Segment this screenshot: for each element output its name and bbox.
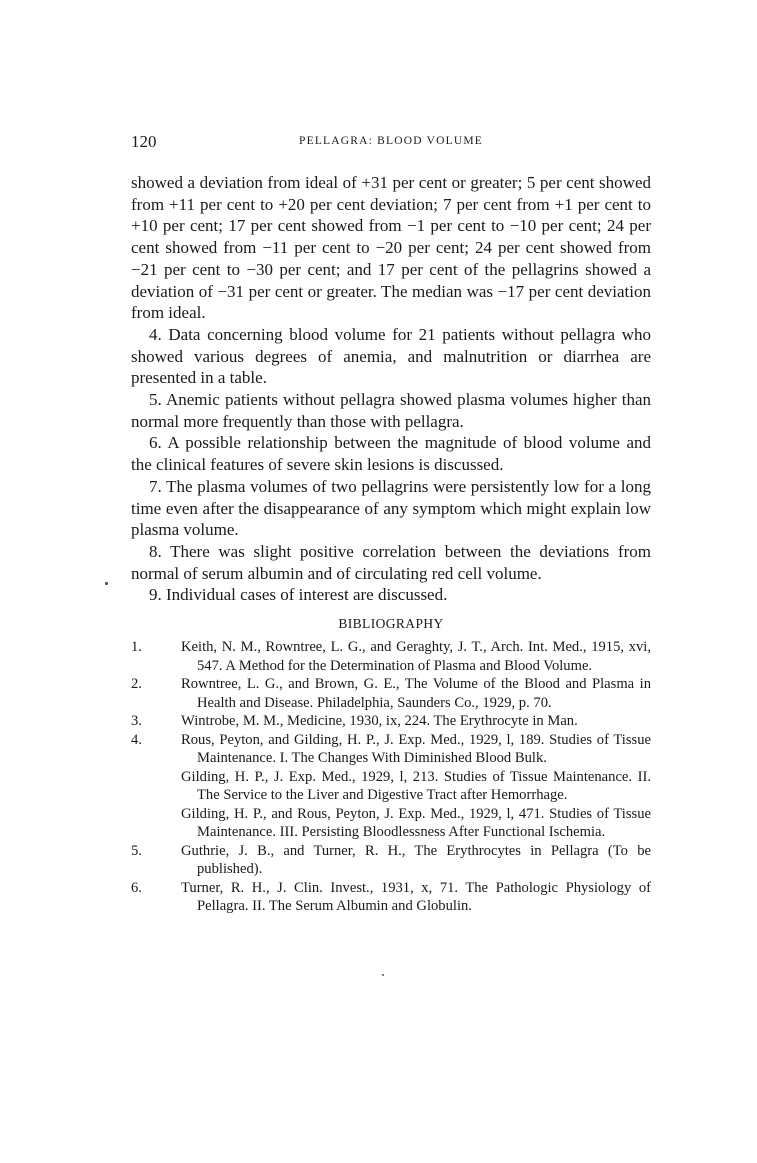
paragraph-item-4: 4. Data concerning blood volume for 21 patients without pellagra who showed various degrees of anemia, and malnutrition or diarrhea are presented in a table.	[131, 324, 651, 388]
bibliography-entry-text: Rowntree, L. G., and Brown, G. E., The Volume of the Blood and Plasma in Health and Disease. Philadelphia, Saunders Co., 1929, p. 70.	[181, 676, 651, 711]
bibliography-entry-text: Wintrobe, M. M., Medicine, 1930, ix, 224. The Erythrocyte in Man.	[181, 713, 578, 730]
bottom-speck	[382, 974, 384, 976]
bibliography-entry-number: 3.	[131, 713, 142, 730]
paragraph-item-8: 8. There was slight positive correlation between the deviations from normal of serum albumin and of circulating red cell volume.	[131, 541, 651, 583]
bibliography-entry-3	[131, 712, 651, 731]
bibliography-entry-5	[131, 842, 651, 879]
bibliography-heading: BIBLIOGRAPHY	[338, 616, 444, 632]
bibliography-entry-number: 2.	[131, 676, 142, 693]
bibliography-entry-1	[131, 638, 651, 675]
running-title: PELLAGRA: BLOOD VOLUME	[299, 135, 483, 147]
bibliography-entry-text: Turner, R. H., J. Clin. Invest., 1931, x, 71. The Pathologic Physiology of Pellagra. II. The Serum Albumin and Globulin.	[181, 879, 651, 915]
bibliography-entry-4	[131, 731, 651, 768]
paragraph-item-9: 9. Individual cases of interest are discussed.	[149, 585, 448, 605]
bibliography-entry-number: 5.	[131, 842, 142, 859]
body-text	[131, 172, 651, 606]
bibliography-entry-number: 4.	[131, 731, 142, 748]
paragraph-item-6: 6. A possible relationship between the magnitude of blood volume and the clinical features of severe skin lesions is discussed.	[131, 433, 651, 475]
bibliography-entry-text: Rous, Peyton, and Gilding, H. P., J. Exp. Med., 1929, l, 189. Studies of Tissue Maintenance. I. The Changes With Diminished Blood Bulk.	[181, 731, 651, 767]
paragraph-item-7: 7. The plasma volumes of two pellagrins were persistently low for a long time even after the disappearance of any symptom which might explain low plasma volume.	[131, 476, 651, 540]
bibliography-entry-text: Keith, N. M., Rowntree, L. G., and Geraghty, J. T., Arch. Int. Med., 1915, xvi, 547. A Method for the Determination of Plasma and Blood Volume.	[181, 639, 651, 674]
margin-speck	[105, 582, 108, 585]
bibliography-entry-number: 1.	[131, 639, 142, 656]
page-number: 120	[131, 132, 157, 151]
page-header	[131, 132, 651, 158]
bibliography-entry-number: 6.	[131, 879, 142, 896]
bibliography-entry-6	[131, 879, 651, 916]
bibliography-entry-4b	[131, 768, 651, 805]
page-content	[131, 132, 651, 916]
paragraph-item-5: 5. Anemic patients without pellagra showed plasma volumes higher than normal more frequently than those with pellagra.	[131, 390, 651, 431]
bibliography-entry-text: Gilding, H. P., and Rous, Peyton, J. Exp. Med., 1929, l, 471. Studies of Tissue Maintenance. III. Persisting Bloodlessness After Functional Ischemia.	[181, 805, 651, 841]
bibliography-entry-4c	[131, 805, 651, 842]
bibliography-list	[131, 638, 651, 916]
paragraph-continuation: showed a deviation from ideal of +31 per cent or greater; 5 per cent showed from +11 per cent to +20 per cent deviation; 7 per cent from +1 per cent to +10 per cent; 17 per cent showed from −1 per cent to −10 per cent; 24 per cent showed from −11 per cent to −20 per cent; 24 per cent showed from −21 per cent to −30 per cent; and 17 per cent of the pellagrins showed a deviation of −31 per cent or greater. The median was −17 per cent deviation from ideal.	[131, 173, 651, 323]
bibliography-entry-text: Guthrie, J. B., and Turner, R. H., The Erythrocytes in Pellagra (To be published).	[181, 842, 651, 878]
bibliography-entry-2	[131, 675, 651, 712]
bibliography-entry-text: Gilding, H. P., J. Exp. Med., 1929, l, 213. Studies of Tissue Maintenance. II. The Service to the Liver and Digestive Tract after Hemorrhage.	[181, 768, 651, 804]
